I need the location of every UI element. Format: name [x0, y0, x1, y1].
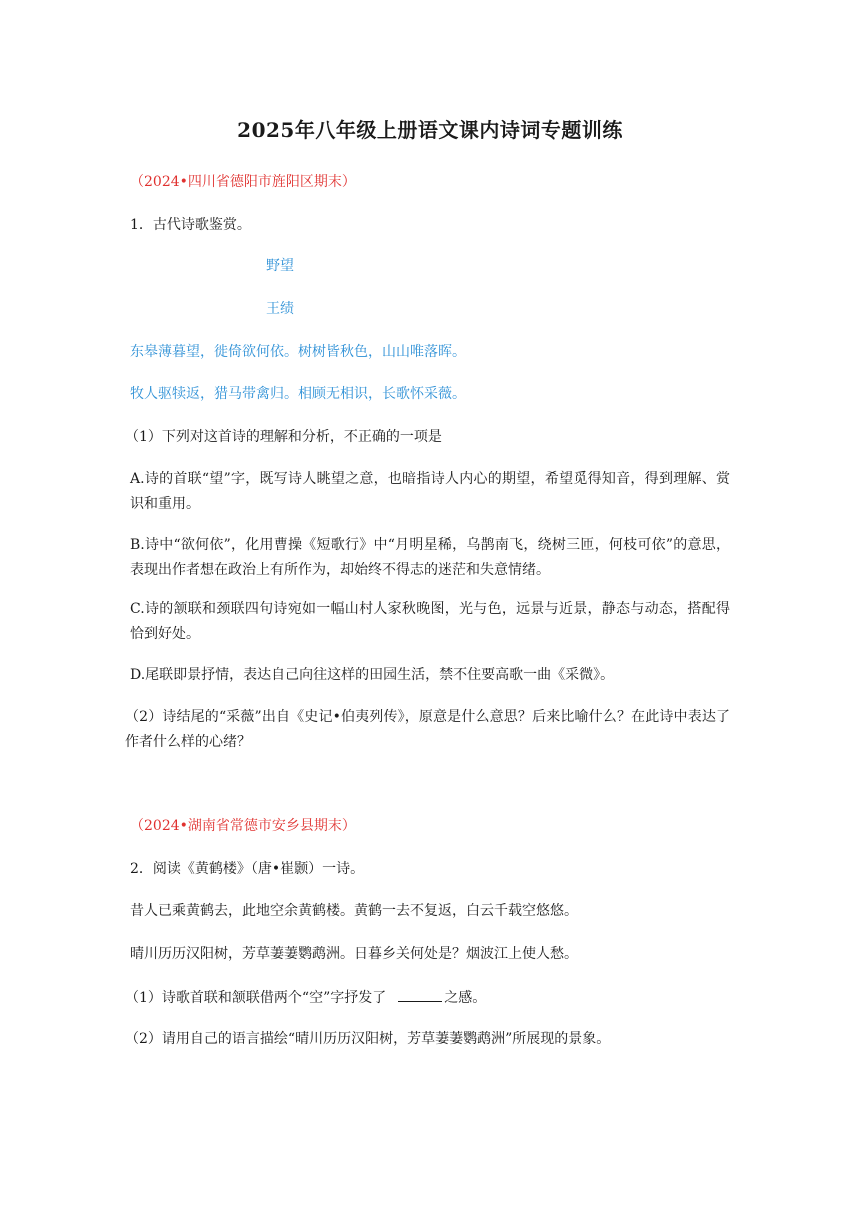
q1-sub-question-2: （2）诗结尾的“采薇”出自《史记•伯夷列传》，原意是什么意思？后来比喻什么？在此诗中表达了作者什么样的心绪？ [125, 709, 730, 750]
q1-heading: 1．古代诗歌鉴赏。 [130, 217, 251, 233]
q1-source: （2024•四川省德阳市旌阳区期末） [130, 174, 356, 190]
answer-blank[interactable] [398, 985, 442, 1002]
q1-option-a: A.诗的首联“望”字，既写诗人眺望之意，也暗指诗人内心的期望，希望觅得知音，得到理解、赏识和重用。 [130, 471, 730, 512]
q2-poem-line-2: 晴川历历汉阳树，芳草萋萋鹦鹉洲。日暮乡关何处是？烟波江上使人愁。 [130, 946, 578, 962]
q2-heading: 2．阅读《黄鹤楼》（唐•崔颢）一诗。 [130, 861, 365, 877]
q2-sub-question-2: （2）请用自己的语言描绘“晴川历历汉阳树，芳草萋萋鹦鹉洲”所展现的景象。 [125, 1031, 611, 1047]
page-title: 2025年八年级上册语文课内诗词专题训练 [237, 118, 623, 142]
q1-sub-question-1: （1）下列对这首诗的理解和分析，不正确的一项是 [125, 429, 442, 445]
q1-option-c: C.诗的颔联和颈联四句诗宛如一幅山村人家秋晚图，光与色，远景与近景，静态与动态，搭配得恰到好处。 [130, 601, 730, 642]
q2-sub-question-1 [125, 985, 486, 1011]
q1-option-d: D.尾联即景抒情，表达自己向往这样的田园生活，禁不住要高歌一曲《采微》。 [130, 667, 615, 683]
q1-option-b: B.诗中“欲何依”，化用曹操《短歌行》中“月明星稀，乌鹊南飞，绕树三匝，何枝可依”的意思，表现出作者想在政治上有所作为，却始终不得志的迷茫和失意情绪。 [130, 537, 730, 578]
q2-sub-question-1-text: （1）诗歌首联和颔联借两个“空”字抒发了 [125, 990, 387, 1006]
q2-source: （2024•湖南省常德市安乡县期末） [130, 818, 356, 834]
q1-poem-title: 野望 [266, 258, 294, 274]
q2-poem-line-1: 昔人已乘黄鹤去，此地空余黄鹤楼。黄鹤一去不复返，白云千载空悠悠。 [130, 903, 578, 919]
q1-poem-line-2: 牧人驱犊返，猎马带禽归。相顾无相识，长歌怀采薇。 [130, 386, 466, 402]
q1-poem-line-1: 东皋薄暮望，徙倚欲何依。树树皆秋色，山山唯落晖。 [130, 344, 466, 360]
q2-sub-question-1-suffix: 之感。 [444, 990, 487, 1006]
q1-poem-author: 王绩 [266, 301, 294, 317]
